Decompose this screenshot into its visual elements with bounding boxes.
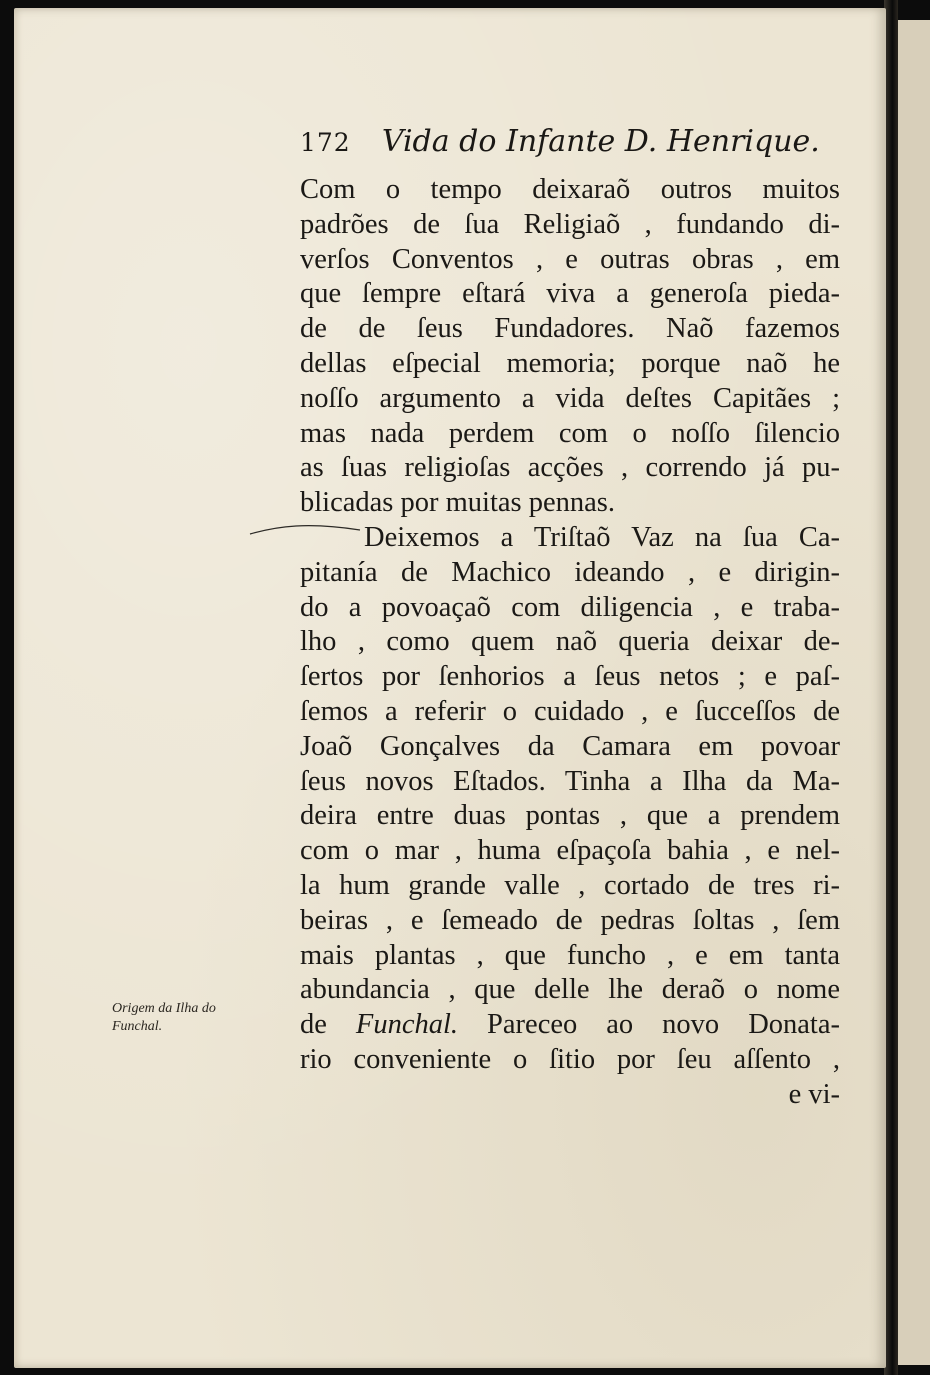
text-line: deira entre duas pontas , que a prendem (300, 800, 840, 832)
funchal-place-name: Funchal. (355, 1009, 459, 1041)
funchal-suffix: Pareceo ao novo Donata- (458, 1009, 840, 1041)
running-head: Vida do Infante D. Henrique. (381, 124, 820, 159)
text-line: lho , como quem naõ queria deixar de- (300, 626, 840, 658)
text-line: com o mar , huma eſpaçoſa bahia , e nel- (300, 835, 840, 867)
text-line: Joaõ Gonçalves da Camara em povoar (300, 730, 840, 762)
catchword: e vi- (788, 1078, 840, 1110)
text-line: dellas eſpecial memoria; porque naõ he (300, 347, 840, 379)
text-line: mais plantas , que funcho , e em tanta (300, 939, 840, 971)
text-line: noſſo argumento a vida deſtes Capitães ; (300, 382, 840, 414)
text-line: ſertos por ſenhorios a ſeus netos ; e paſ- (300, 661, 840, 693)
text-line-funchal (300, 1008, 840, 1043)
margin-note (112, 1000, 292, 1036)
text-line-paragraph-start: Deixemos a Triſtaõ Vaz na ſua Ca- (364, 521, 840, 553)
text-line: ſeus novos Eſtados. Tinha a Ilha da Ma- (300, 765, 840, 797)
text-line: ſemos a referir o cuidado , e ſucceſſos de (300, 695, 840, 727)
book-gutter (884, 0, 898, 1375)
text-line: pitanía de Machico ideando , e dirigin- (300, 556, 840, 588)
page-number: 172 (300, 128, 351, 157)
text-line: mas nada perdem com o noſſo ſilencio (300, 417, 840, 449)
funchal-prefix: de (300, 1009, 356, 1041)
text-line: que ſempre eſtará viva a generoſa pieda- (300, 278, 840, 310)
body-text (300, 173, 840, 1113)
page-header (300, 124, 820, 159)
text-line: do a povoaçaõ com diligencia , e traba- (300, 591, 840, 623)
text-line: verſos Conventos , e outras obras , em (300, 243, 840, 275)
text-line: as ſuas religioſas acções , correndo já pu- (300, 452, 840, 484)
margin-note-line-1: Origem da Ilha do (112, 1001, 216, 1016)
adjacent-page-edge (896, 20, 930, 1365)
text-line: beiras , e ſemeado de pedras ſoltas , ſem (300, 904, 840, 936)
margin-note-line-2: Funchal. (112, 1019, 163, 1034)
text-line: Com o tempo deixaraõ outros muitos (300, 174, 840, 205)
text-line: de de ſeus Fundadores. Naõ fazemos (300, 313, 840, 345)
text-line: padrões de ſua Religiaõ , fundando di- (300, 208, 840, 240)
text-line: la hum grande valle , cortado de tres ri- (300, 869, 840, 901)
text-line: abundancia , que delle lhe deraõ o nome (300, 974, 840, 1006)
text-line-paragraph-end: blicadas por muitas pennas. (300, 487, 616, 519)
text-line: rio conveniente o ſitio por ſeu aſſento , (300, 1043, 840, 1075)
